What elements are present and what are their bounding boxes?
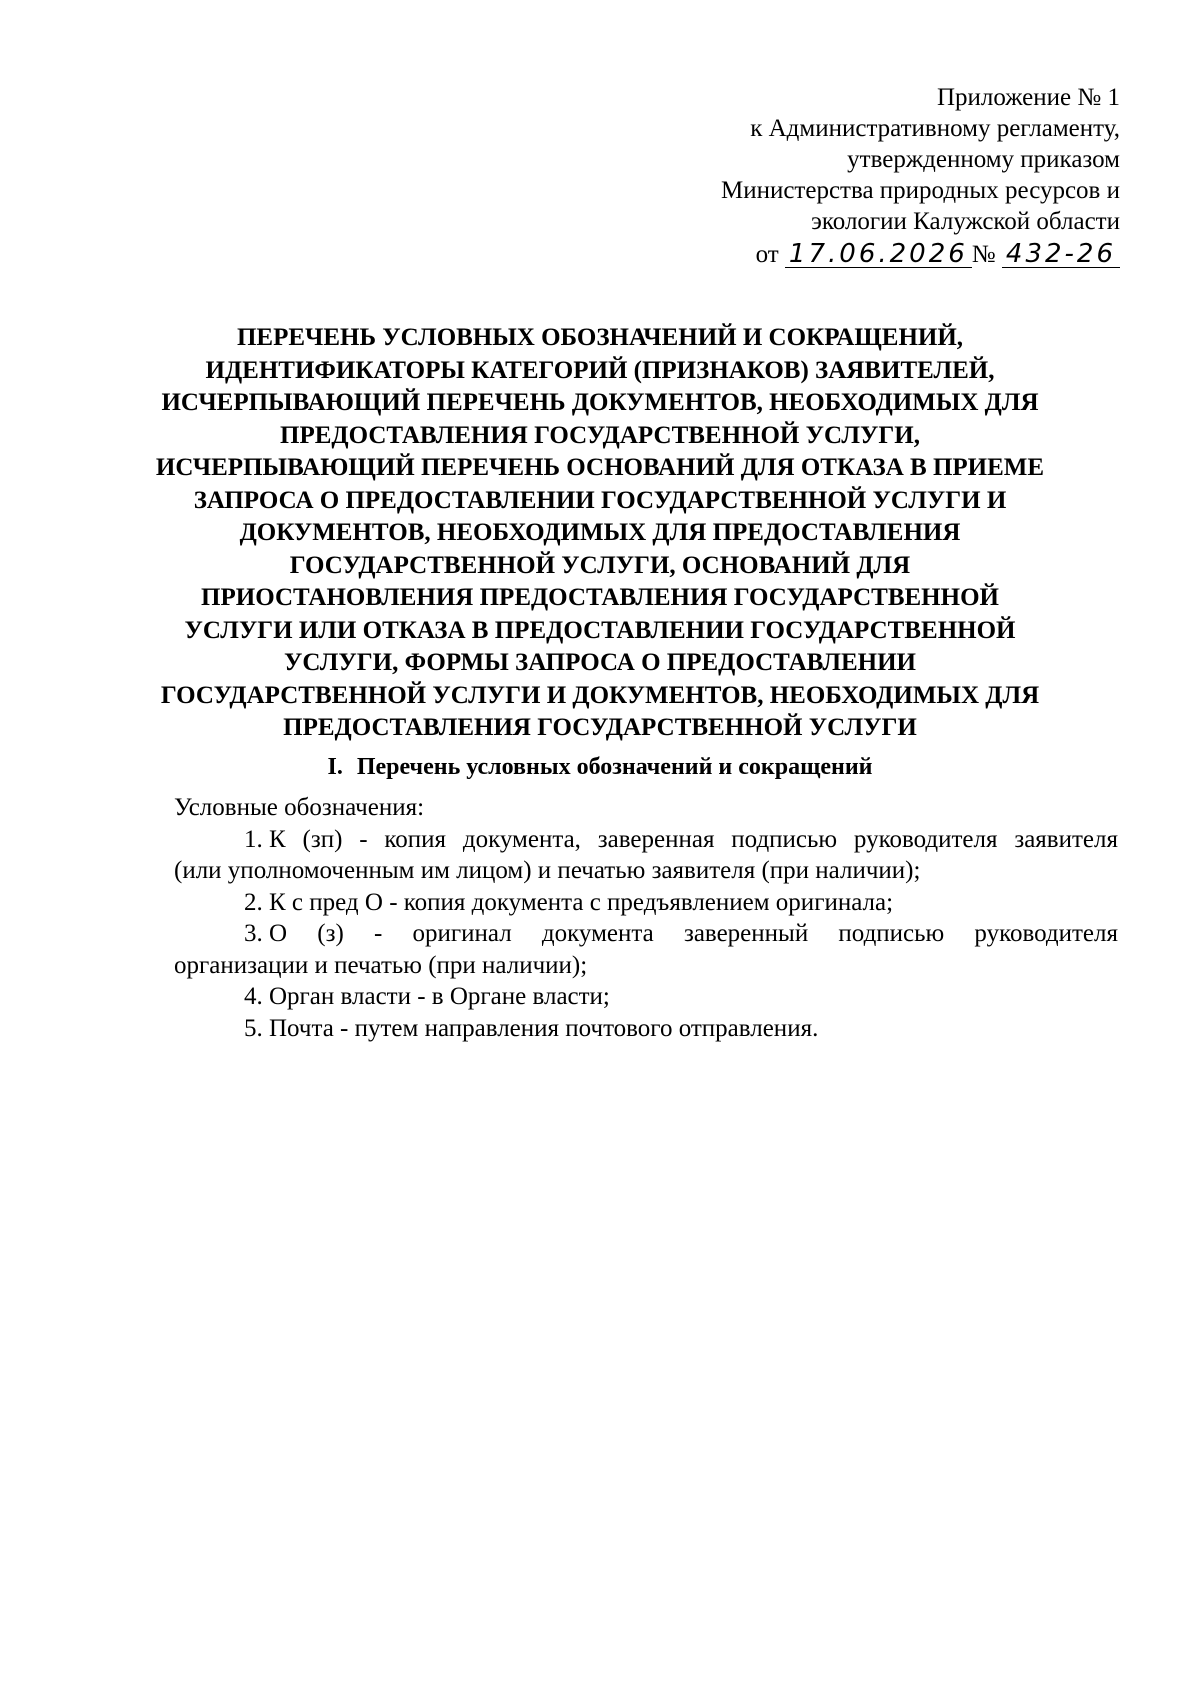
word: заверенная [597, 825, 715, 853]
header-line-4: Министерства природных ресурсов и [720, 177, 1120, 204]
word: копия [384, 825, 447, 853]
word: (зп) [302, 825, 343, 853]
word: - [374, 920, 383, 947]
word: подписью [838, 920, 945, 947]
handwritten-number: 432-26 [1002, 241, 1120, 268]
word: документа, [462, 825, 581, 853]
word: документа [541, 920, 654, 947]
title-line-3: ИСЧЕРПЫВАЮЩИЙ ПЕРЕЧЕНЬ ДОКУМЕНТОВ, НЕОБХОДИМЫХ ДЛЯ [161, 389, 1039, 416]
list-item-2: 2. К с пред О - копия документа с предъявлением оригинала; [244, 888, 894, 916]
word: руководителя [853, 825, 998, 853]
title-line-8: ГОСУДАРСТВЕННОЙ УСЛУГИ, ОСНОВАНИЙ ДЛЯ [289, 551, 911, 579]
word: 3. О [244, 920, 288, 947]
word: подписью [731, 825, 838, 853]
title-line-12: ГОСУДАРСТВЕННОЙ УСЛУГИ И ДОКУМЕНТОВ, НЕОБХОДИМЫХ ДЛЯ [160, 681, 1040, 709]
word: руководителя [974, 920, 1118, 947]
number-sign: № [971, 241, 996, 268]
section-body [174, 792, 1118, 1044]
word: заверенный [683, 920, 809, 947]
intro-text: Условные обозначения: [174, 794, 425, 821]
list-item-1-line-1 [174, 824, 1118, 856]
header-line-5: экологии Калужской области [811, 208, 1120, 235]
list-item-3-line-2: организации и печатью (при наличии); [174, 951, 588, 979]
title-line-5: ИСЧЕРПЫВАЮЩИЙ ПЕРЕЧЕНЬ ОСНОВАНИЙ ДЛЯ ОТКАЗА В ПРИЕМЕ [155, 454, 1045, 481]
title-line-13: ПРЕДОСТАВЛЕНИЯ ГОСУДАРСТВЕННОЙ УСЛУГИ [283, 714, 917, 741]
title-line-9: ПРИОСТАНОВЛЕНИЯ ПРЕДОСТАВЛЕНИЯ ГОСУДАРСТВЕННОЙ [201, 584, 999, 611]
date-prefix: от [755, 241, 779, 268]
title-line-1: ПЕРЕЧЕНЬ УСЛОВНЫХ ОБОЗНАЧЕНИЙ И СОКРАЩЕНИЙ, [236, 324, 964, 351]
list-item-1-line-2: (или уполномоченным им лицом) и печатью заявителя (при наличии); [174, 857, 921, 884]
title-line-11: УСЛУГИ, ФОРМЫ ЗАПРОСА О ПРЕДОСТАВЛЕНИИ [283, 649, 917, 676]
title-line-2: ИДЕНТИФИКАТОРЫ КАТЕГОРИЙ (ПРИЗНАКОВ) ЗАЯВИТЕЛЕЙ, [205, 356, 995, 384]
header-line-2: к Административному регламенту, [750, 115, 1120, 142]
title-line-7: ДОКУМЕНТОВ, НЕОБХОДИМЫХ ДЛЯ ПРЕДОСТАВЛЕНИЯ [239, 519, 961, 546]
handwritten-date: 17.06.2026 [785, 241, 972, 268]
word: заявителя [1014, 825, 1118, 853]
list-item-4: 4. Орган власти - в Органе власти; [244, 983, 610, 1010]
title-line-4: ПРЕДОСТАВЛЕНИЯ ГОСУДАРСТВЕННОЙ УСЛУГИ, [280, 421, 920, 449]
list-item-3-line-1 [174, 918, 1118, 950]
list-item-5: 5. Почта - путем направления почтового отправления. [244, 1014, 819, 1042]
word: оригинал [412, 920, 512, 947]
word: (з) [317, 920, 344, 947]
section-number: I. [327, 754, 343, 780]
header-line-3: утвержденному приказом [847, 146, 1120, 173]
word: - [359, 825, 368, 853]
section-heading [100, 752, 1100, 782]
word: 1. К [244, 825, 286, 853]
title-line-6: ЗАПРОСА О ПРЕДОСТАВЛЕНИИ ГОСУДАРСТВЕННОЙ УСЛУГИ И [193, 486, 1007, 514]
appendix-header [560, 82, 1120, 270]
section-title: Перечень условных обозначений и сокращений [356, 754, 873, 780]
title-line-10: УСЛУГИ ИЛИ ОТКАЗА В ПРЕДОСТАВЛЕНИИ ГОСУДАРСТВЕННОЙ [184, 616, 1016, 644]
document-title [100, 322, 1100, 745]
header-line-1: Приложение № 1 [936, 84, 1120, 111]
date-number-line [560, 239, 1120, 270]
